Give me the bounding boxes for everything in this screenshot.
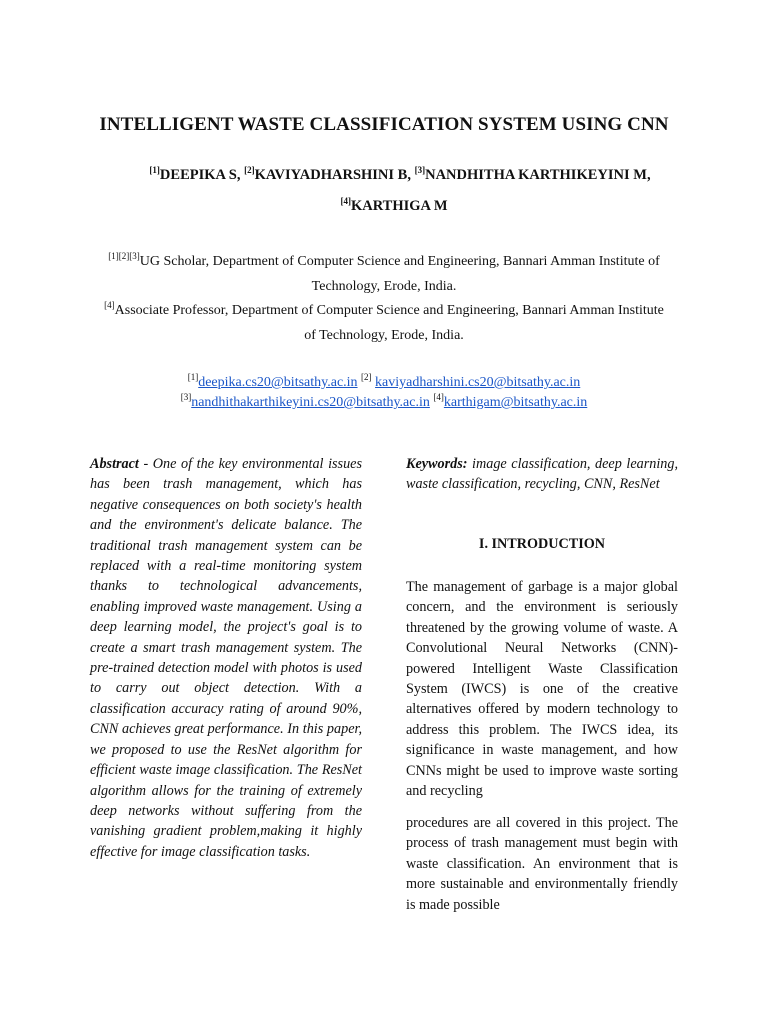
email-link[interactable]: nandhithakarthikeyini.cs20@bitsathy.ac.in [191, 395, 430, 410]
section-heading: I. INTRODUCTION [478, 536, 606, 552]
author-mark: [2] [244, 165, 255, 175]
email-mark: [3] [180, 392, 192, 402]
abstract-label: Abstract [90, 456, 139, 472]
affiliation-mark: [1][2][3] [108, 251, 140, 261]
affiliation-1 [100, 249, 668, 299]
email-mark: [4] [433, 392, 444, 402]
email-link[interactable]: deepika.cs20@bitsathy.ac.in [198, 375, 358, 390]
email-line-1 [0, 374, 768, 392]
affiliation-mark: [4] [104, 300, 115, 310]
intro-paragraph-2: procedures are all covered in this project. The process of trash management must begin with waste classification. An environment that is more sustainable and environmentally friendly is made possible [406, 815, 678, 913]
author-line-2 [10, 198, 768, 215]
affiliation-text: Associate Professor, Department of Computer Science and Engineering, Bannari Amman Institute of Technology, Erode, India. [114, 303, 664, 343]
author-name: NANDHITHA KARTHIKEYINI M, [425, 167, 651, 183]
paper-title: INTELLIGENT WASTE CLASSIFICATION SYSTEM USING CNN [99, 114, 669, 135]
affiliation-2 [100, 298, 668, 348]
author-mark: [4] [340, 196, 351, 206]
email-mark: [1] [187, 372, 199, 382]
affiliation-text: UG Scholar, Department of Computer Science and Engineering, Bannari Amman Institute of Technology, Erode, India. [139, 254, 660, 294]
keywords-text: image classification, deep learning, waste classification, recycling, CNN, ResNet [406, 456, 678, 493]
author-name: DEEPIKA S, [159, 167, 241, 183]
keywords-label: Keywords: [406, 456, 468, 472]
abstract-separator: - [138, 456, 153, 472]
abstract [90, 454, 362, 862]
email-mark: [2] [361, 372, 372, 382]
author-name: KAVIYADHARSHINI B, [254, 167, 411, 183]
author-line-1 [16, 167, 768, 184]
author-name: KARTHIGA M [350, 198, 448, 214]
author-mark: [1] [149, 165, 160, 175]
email-line-2 [0, 394, 768, 412]
author-mark: [3] [414, 165, 426, 175]
email-link[interactable]: kaviyadharshini.cs20@bitsathy.ac.in [375, 375, 581, 390]
intro-paragraph-1: The management of garbage is a major global concern, and the environment is seriously threatened by the growing volume of waste. A Convolutional Neural Networks (CNN)-powered Intelligent Waste Classification System (IWCS) is one of the creative alternatives offered by modern technology to address this problem. The IWCS idea, its significance in waste management, and how CNNs might be used to improve waste sorting and recycling [406, 579, 678, 800]
keywords [406, 454, 678, 495]
email-link[interactable]: karthigam@bitsathy.ac.in [443, 395, 588, 410]
abstract-text: One of the key environmental issues has been trash management, which has negative consequences on both society's health and the environment's delicate balance. The traditional trash management system can be replaced with a real-time monitoring system thanks to technological advancements, enabling improved waste management. Using a deep learning model, the project's goal is to create a smart trash management system. The pre-trained detection model with photos is used to carry out object detection. With a classification accuracy rating of around 90%, CNN achieves great performance. In this paper, we proposed to use the ResNet algorithm for efficient waste image classification. The ResNet algorithm allows for the training of extremely deep networks without suffering from the vanishing gradient problem,making it highly effective for image classification tasks. [90, 456, 362, 860]
